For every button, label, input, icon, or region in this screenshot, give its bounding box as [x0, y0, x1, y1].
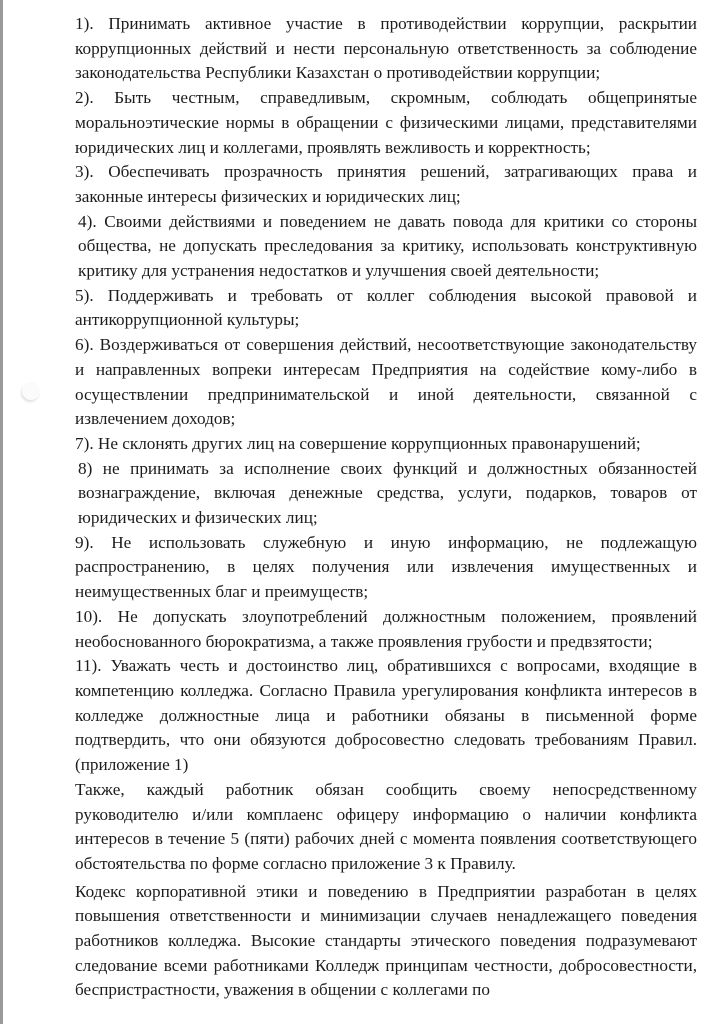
list-item-7: 7). Не склонять других лиц на совершение коррупционных правонарушений;: [75, 433, 641, 453]
scan-page-edge: [0, 0, 3, 1024]
list-item-2: 2). Быть честным, справедливым, скромным, соблюдать общепринятые моральноэтические нормы в обращении с физическими лицами, представителями юридических лиц и коллегами, проявлять вежливость и корректность;: [75, 88, 697, 157]
list-item-8: 8) не принимать за исполнение своих функций и должностных обязанностей вознаграждение, включая денежные средства, услуги, подарков, товаров от юридических и физических лиц;: [78, 458, 697, 528]
paragraph-conflict-report: Также, каждый работник обязан сообщить своему непосредственному руководителю и/или комплаенс офицеру информацию о наличии конфликта интересов в течение 5 (пяти) рабочих дней с момента появления соответствующего обстоятельства по форме согласно приложение 3 к Правилу.: [75, 779, 697, 873]
list-item-11: 11). Уважать честь и достоинство лиц, обратившихся с вопросами, входящие в компетенцию колледжа. Согласно Правила урегулирования конфликта интересов в колледже должностные лица и работники обязаны в письменной форме подтвердить, что они обязуются добросовестно следовать требованиям Правил. (приложение 1): [75, 656, 697, 775]
list-item-10: 10). Не допускать злоупотреблений должностным положением, проявлений необоснованного бюрократизма, а также проявления грубости и предвзятости;: [75, 606, 697, 651]
document-body: [75, 12, 697, 1003]
list-item-6: 6). Воздерживаться от совершения действий, несоответствующие законодательству и направленных вопреки интересам Предприятия на содействие кому-либо в осуществлении предпринимательской и иной деятельности, связанной с извлечением доходов;: [75, 335, 697, 429]
list-item-5: 5). Поддерживать и требовать от коллег соблюдения высокой правовой и антикоррупционной культуры;: [75, 285, 697, 330]
list-item-3: 3). Обеспечивать прозрачность принятия решений, затрагивающих права и законные интересы физических и юридических лиц;: [75, 162, 697, 206]
list-item-4: 4). Своими действиями и поведением не давать повода для критики со стороны общества, не допускать преследования за критику, использовать конструктивную критику для устранения недостатков и улучшения своей деятельности;: [78, 211, 697, 281]
list-item-9: 9). Не использовать служебную и иную информацию, не подлежащую распространению, в целях получения или извлечения имущественных и неимущественных благ и преимуществ;: [75, 532, 697, 602]
list-item-1: 1). Принимать активное участие в противодействии коррупции, раскрытии коррупционных действий и нести персональную ответственность за соблюдение законодательства Республики Казахстан о противодействии коррупции;: [75, 14, 697, 83]
punch-hole-mark: [22, 382, 40, 400]
paragraph-code-of-ethics: Кодекс корпоративной этики и поведению в Предприятии разработан в целях повышения ответственности и минимизации случаев ненадлежащего поведения работников колледжа. Высокие стандарты этического поведения подразумевают следование всеми работниками Колледж принципам честности, добросовестности, беспристрастности, уважения в общении с коллегами по: [75, 881, 697, 1000]
